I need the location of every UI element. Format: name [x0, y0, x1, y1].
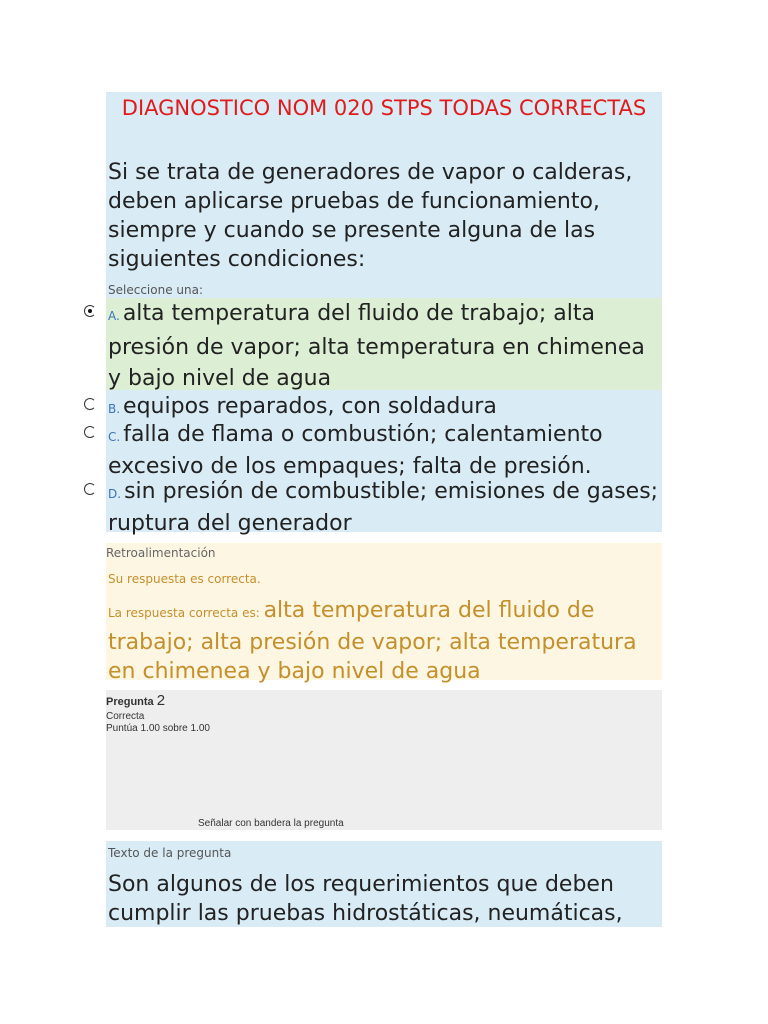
option-a-radio[interactable]	[84, 305, 96, 317]
question-2-score: Puntúa 1.00 sobre 1.00	[106, 723, 210, 734]
option-b-letter: B.	[108, 402, 121, 416]
option-d[interactable]	[108, 477, 660, 538]
option-d-text: sin presión de combustible; emisiones de gases; ruptura del generador	[108, 479, 659, 536]
option-b-text: equipos reparados, con soldadura	[123, 394, 497, 419]
select-one-label: Seleccione una:	[108, 283, 203, 297]
feedback-answer-text: alta temperatura del fluido de trabajo; alta presión de vapor; alta temperatura en chimenea y bajo nivel de agua	[108, 598, 637, 684]
question-2-number: 2	[156, 692, 166, 709]
question-2-text: Son algunos de los requerimientos que deben cumplir las pruebas hidrostáticas, neumáticas,	[108, 872, 623, 926]
flag-question-link[interactable]: Señalar con bandera la pregunta	[198, 818, 344, 829]
question-2-info-block	[106, 690, 662, 830]
feedback-heading: Retroalimentación	[106, 546, 216, 560]
option-d-letter: D.	[108, 487, 122, 501]
option-c-letter: C.	[108, 430, 121, 444]
page-title: DIAGNOSTICO NOM 020 STPS TODAS CORRECTAS	[121, 96, 647, 120]
feedback-answer-lead: La respuesta correcta es:	[108, 606, 264, 620]
feedback-correct-answer	[108, 596, 660, 686]
option-c-text: falla de flama o combustión; calentamiento excesivo de los empaques; falta de presión.	[108, 422, 603, 479]
option-a[interactable]	[108, 298, 660, 394]
option-b-radio[interactable]	[84, 398, 96, 410]
option-a-text: alta temperatura del fluido de trabajo; alta presión de vapor; alta temperatura en chimenea y bajo nivel de agua	[108, 301, 645, 391]
feedback-result: Su respuesta es correcta.	[108, 572, 261, 586]
question-2-word: Pregunta	[106, 696, 154, 708]
option-c[interactable]	[108, 420, 660, 481]
option-d-radio[interactable]	[84, 483, 96, 495]
question-1-text: Si se trata de generadores de vapor o calderas, deben aplicarse pruebas de funcionamiento, siempre y cuando se presente alguna de las siguientes condiciones:	[108, 160, 633, 272]
option-c-radio[interactable]	[84, 426, 96, 438]
option-a-letter: A.	[108, 309, 120, 323]
question-2-label	[106, 692, 165, 709]
question-2-status: Correcta	[106, 711, 145, 722]
question-2-text-label: Texto de la pregunta	[108, 846, 232, 860]
